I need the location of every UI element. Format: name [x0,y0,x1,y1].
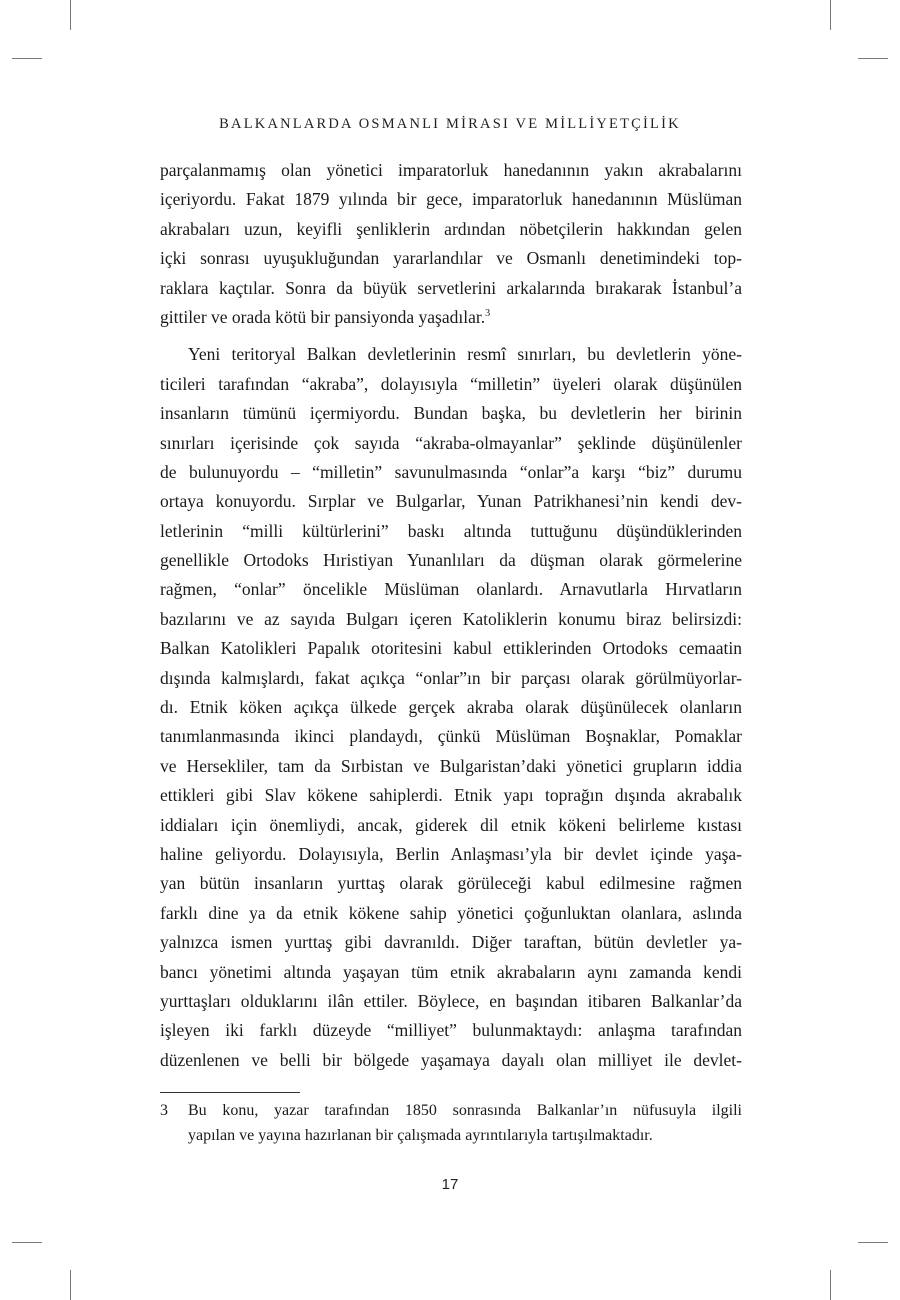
crop-mark [70,1270,71,1300]
text-line-content: gittiler ve orada kötü bir pansiyonda yaşadılar. [160,306,486,327]
crop-mark [70,0,71,30]
text-line: akrabaları uzun, keyifli şenliklerin ardından nöbetçilerin hakkından gelen [160,218,742,239]
text-line: yurttaşları olduklarını ilân ettiler. Böylece, en başından itibaren Balkanlar’da [160,990,742,1011]
text-line [160,303,742,332]
text-line: insanların tümünü içermiyordu. Bundan başka, bu devletlerin her birinin [160,403,742,424]
text-line: de bulunuyordu – “milletin” savunulmasında “onlar”a karşı “biz” durumu [160,461,742,482]
running-head: BALKANLARDA OSMANLI MİRASI VE MİLLİYETÇİLİK [219,116,681,132]
text-line: farklı dine ya da etnik kökene sahip yönetici çoğunluktan olanlara, aslında [160,902,742,923]
footnote-number: 3 [160,1102,168,1119]
text-line: içeriyordu. Fakat 1879 yılında bir gece, imparatorluk hanedanının Müslüman [160,189,742,210]
text-line: yan bütün insanların yurttaş olarak görüleceği kabul edilmesine rağmen [160,873,742,894]
text-line: parçalanmamış olan yönetici imparatorluk hanedanının yakın akrabalarını [160,160,742,180]
footnote-text [188,1098,742,1148]
text-line: bancı yönetimi altında yaşayan tüm etnik akrabaların aynı zamanda kendi [160,961,742,982]
text-line: bazılarını ve az sayıda Bulgarı içeren Katoliklerin konumu biraz belirsizdi: [160,608,742,629]
page-number: 17 [441,1176,459,1193]
paragraph-2 [160,340,742,1075]
text-line: dı. Etnik köken açıkça ülkede gerçek akraba olarak düşünülecek olanların [160,697,742,718]
text-line: rağmen, “onlar” öncelikle Müslüman olanlardı. Arnavutlarla Hırvatların [160,579,742,600]
footnote-line: yapılan ve yayına hazırlanan bir çalışmada ayrıntılarıyla tartışılmaktadır. [188,1127,653,1144]
crop-mark [858,58,888,59]
body-text [160,156,742,1075]
text-line: Yeni teritoryal Balkan devletlerinin resmî sınırları, bu devletlerin yöne- [188,344,742,365]
footnote-line: Bu konu, yazar tarafından 1850 sonrasında Balkanlar’ın nüfusuyla ilgili [188,1102,742,1119]
text-line: ticileri tarafından “akraba”, dolayısıyla “milletin” üyeleri olarak düşünülen [160,373,742,394]
text-line: ve Hersekliler, tam da Sırbistan ve Bulgaristan’daki yönetici grupların iddia [160,755,742,776]
crop-mark [12,1242,42,1243]
text-line: haline geliyordu. Dolayısıyla, Berlin Anlaşması’yla bir devlet içinde yaşa- [160,843,742,864]
footnote-reference[interactable]: 3 [485,307,491,319]
footnote [160,1098,742,1148]
text-line: genellikle Ortodoks Hıristiyan Yunanlıları da düşman olarak görmelerine [160,550,742,571]
text-line: ettikleri gibi Slav kökene sahiplerdi. Etnik yapı toprağın dışında akrabalık [160,785,742,806]
text-line: ortaya konuyordu. Sırplar ve Bulgarlar, Yunan Patrikhanesi’nin kendi dev- [160,491,742,512]
text-line: letlerinin “milli kültürlerini” baskı altında tuttuğunu düşündüklerinden [160,520,742,541]
text-line: içki sonrası uyuşukluğundan yararlandılar ve Osmanlı denetimindeki top- [160,248,742,269]
text-line: Balkan Katolikleri Papalık otoritesini kabul ettiklerinden Ortodoks cemaatin [160,638,742,659]
footnote-separator [160,1092,300,1093]
text-line: düzenlenen ve belli bir bölgede yaşamaya dayalı olan milliyet ile devlet- [160,1049,742,1070]
text-line: raklara kaçtılar. Sonra da büyük servetlerini arkalarında bırakarak İstanbul’a [160,277,742,298]
text-line: tanımlanmasında ikinci plandaydı, çünkü Müslüman Boşnaklar, Pomaklar [160,726,742,747]
text-line: dışında kalmışlardı, fakat açıkça “onlar”ın bir parçası olarak görülmüyorlar- [160,667,742,688]
text-line: işleyen iki farklı düzeyde “milliyet” bulunmaktaydı: anlaşma tarafından [160,1020,742,1041]
crop-mark [12,58,42,59]
text-line: sınırları içerisinde çok sayıda “akraba-olmayanlar” şeklinde düşünülenler [160,432,742,453]
text-line: yalnızca ismen yurttaş gibi davranıldı. Diğer taraftan, bütün devletler ya- [160,932,742,953]
crop-mark [830,1270,831,1300]
paragraph-1 [160,156,742,332]
crop-mark [830,0,831,30]
text-line: iddiaları için önemliydi, ancak, giderek dil etnik kökeni belirleme kıstası [160,814,742,835]
crop-mark [858,1242,888,1243]
